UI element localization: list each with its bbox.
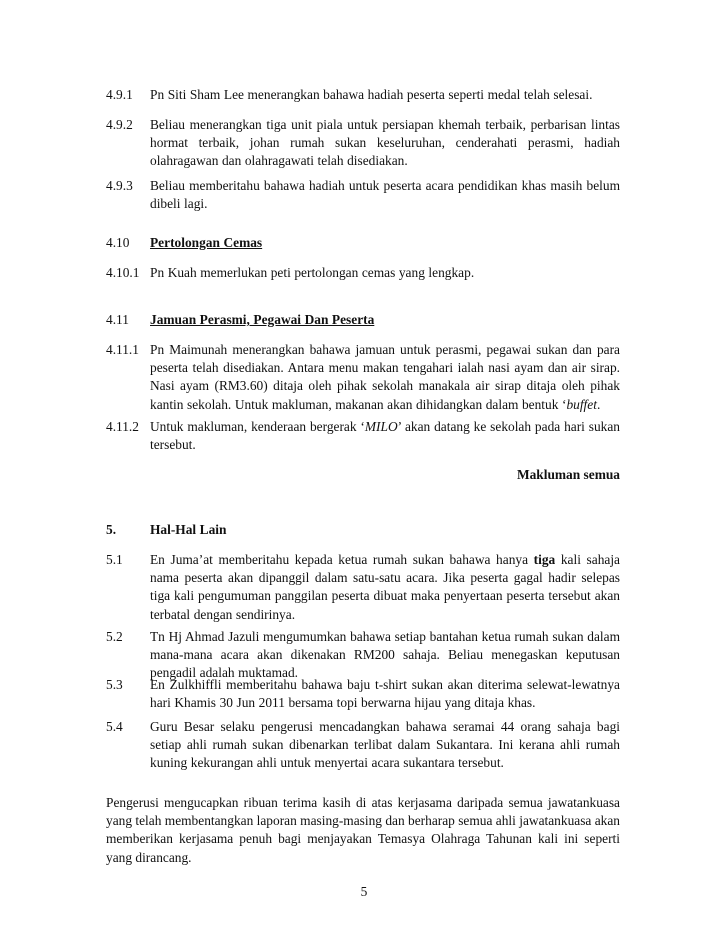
item-text-end: kali sahaja nama peserta akan dipanggil dalam satu-satu acara. Jika peserta gagal hadir selepas tiga kali pengumuman panggilan peserta dibuat maka penyertaan peserta tersebut akan terbatal dengan sendirinya. — [150, 552, 620, 622]
section-4-11 — [106, 311, 620, 329]
item-text: Tn Hj Ahmad Jazuli mengumumkan bahawa setiap bantahan ketua rumah sukan dalam mana-mana acara akan dikenakan RM200 sahaja. Beliau menegaskan keputusan pengadil adalah muktamad. — [150, 629, 620, 681]
section-number: 4.10 — [106, 235, 130, 250]
item-text — [150, 418, 620, 454]
section-heading: Hal-Hal Lain — [150, 522, 227, 537]
item-4-9-1 — [106, 86, 620, 104]
item-text-main: Pn Maimunah menerangkan bahawa jamuan untuk perasmi, pegawai sukan dan para peserta telah disediakan. Antara menu makan tengahari ialah nasi ayam dan air sirap. Nasi ayam (RM3.60) ditaja oleh pihak sekolah manakala air sirap ditaja oleh pihak kantin sekolah. Untuk makluman, makanan akan dihidangkan dalam bentuk ‘ — [150, 342, 620, 412]
item-number: 4.9.3 — [106, 178, 133, 193]
item-text-italic: MILO — [364, 419, 398, 434]
item-number: 4.11.1 — [106, 342, 139, 357]
item-text: Pn Kuah memerlukan peti pertolongan cemas yang lengkap. — [150, 265, 475, 280]
item-text-end: ’ akan datang ke sekolah pada hari sukan tersebut. — [150, 419, 621, 453]
page-number: 5 — [360, 884, 368, 899]
item-5-1 — [106, 551, 620, 624]
item-number: 5.4 — [106, 719, 123, 734]
item-text-main: En Juma’at memberitahu kepada ketua rumah sukan bahawa hanya — [150, 552, 534, 567]
item-text — [150, 341, 620, 414]
item-text: Beliau memberitahu bahawa hadiah untuk peserta acara pendidikan khas masih belum dibeli lagi. — [150, 178, 620, 212]
item-number: 4.9.1 — [106, 87, 133, 102]
item-5-4 — [106, 718, 620, 773]
item-4-11-1 — [106, 341, 620, 414]
item-4-11-2 — [106, 418, 620, 454]
item-number: 5.3 — [106, 677, 123, 692]
item-text: En Zulkhiffli memberitahu bahawa baju t-shirt sukan akan diterima selewat-lewatnya hari Khamis 30 Jun 2011 bersama topi berwarna hijau yang ditaja khas. — [150, 677, 620, 711]
makluman-note: Makluman semua — [516, 467, 620, 482]
item-number: 5.1 — [106, 552, 123, 567]
item-number: 5.2 — [106, 629, 123, 644]
section-4-10 — [106, 234, 620, 252]
item-text-end: . — [596, 396, 601, 412]
item-4-9-3 — [106, 177, 620, 213]
item-text-italic: buffet — [566, 396, 597, 412]
item-4-10-1 — [106, 264, 620, 282]
section-5 — [106, 521, 620, 539]
item-5-2 — [106, 628, 620, 683]
closing-paragraph: Pengerusi mengucapkan ribuan terima kasih di atas kerjasama daripada semua jawatankuasa yang telah membentangkan laporan masing-masing dan berharap semua ahli jawatankuasa akan memberikan kerjasama penuh bagi menjayakan Temasya Olahraga Tahunan kali ini seperti yang dirancang. — [106, 795, 620, 865]
item-text: Pn Siti Sham Lee menerangkan bahawa hadiah peserta seperti medal telah selesai. — [150, 87, 593, 102]
section-heading: Jamuan Perasmi, Pegawai Dan Peserta — [150, 312, 375, 327]
item-5-3 — [106, 676, 620, 712]
item-text-main: Untuk makluman, kenderaan bergerak ‘ — [150, 419, 365, 434]
item-text-bold: tiga — [533, 552, 556, 567]
section-number: 5. — [106, 522, 117, 537]
item-number: 4.11.2 — [106, 419, 139, 434]
item-number: 4.10.1 — [106, 265, 140, 280]
item-text: Guru Besar selaku pengerusi mencadangkan bahawa seramai 44 orang sahaja bagi setiap ahli rumah sukan dibenarkan terlibat dalam Sukantara. Ini kerana ahli rumah kuning kekurangan ahli untuk menyertai acara sukantara tersebut. — [150, 719, 620, 771]
section-number: 4.11 — [106, 312, 129, 327]
section-heading: Pertolongan Cemas — [150, 235, 263, 250]
item-text: Beliau menerangkan tiga unit piala untuk persiapan khemah terbaik, perbarisan lintas hormat terbaik, johan rumah sukan keseluruhan, cenderahati perasmi, hadiah olahragawan dan olahragawati telah disediakan. — [150, 117, 620, 169]
item-text — [150, 551, 620, 624]
item-number: 4.9.2 — [106, 117, 133, 132]
item-4-9-2 — [106, 116, 620, 171]
